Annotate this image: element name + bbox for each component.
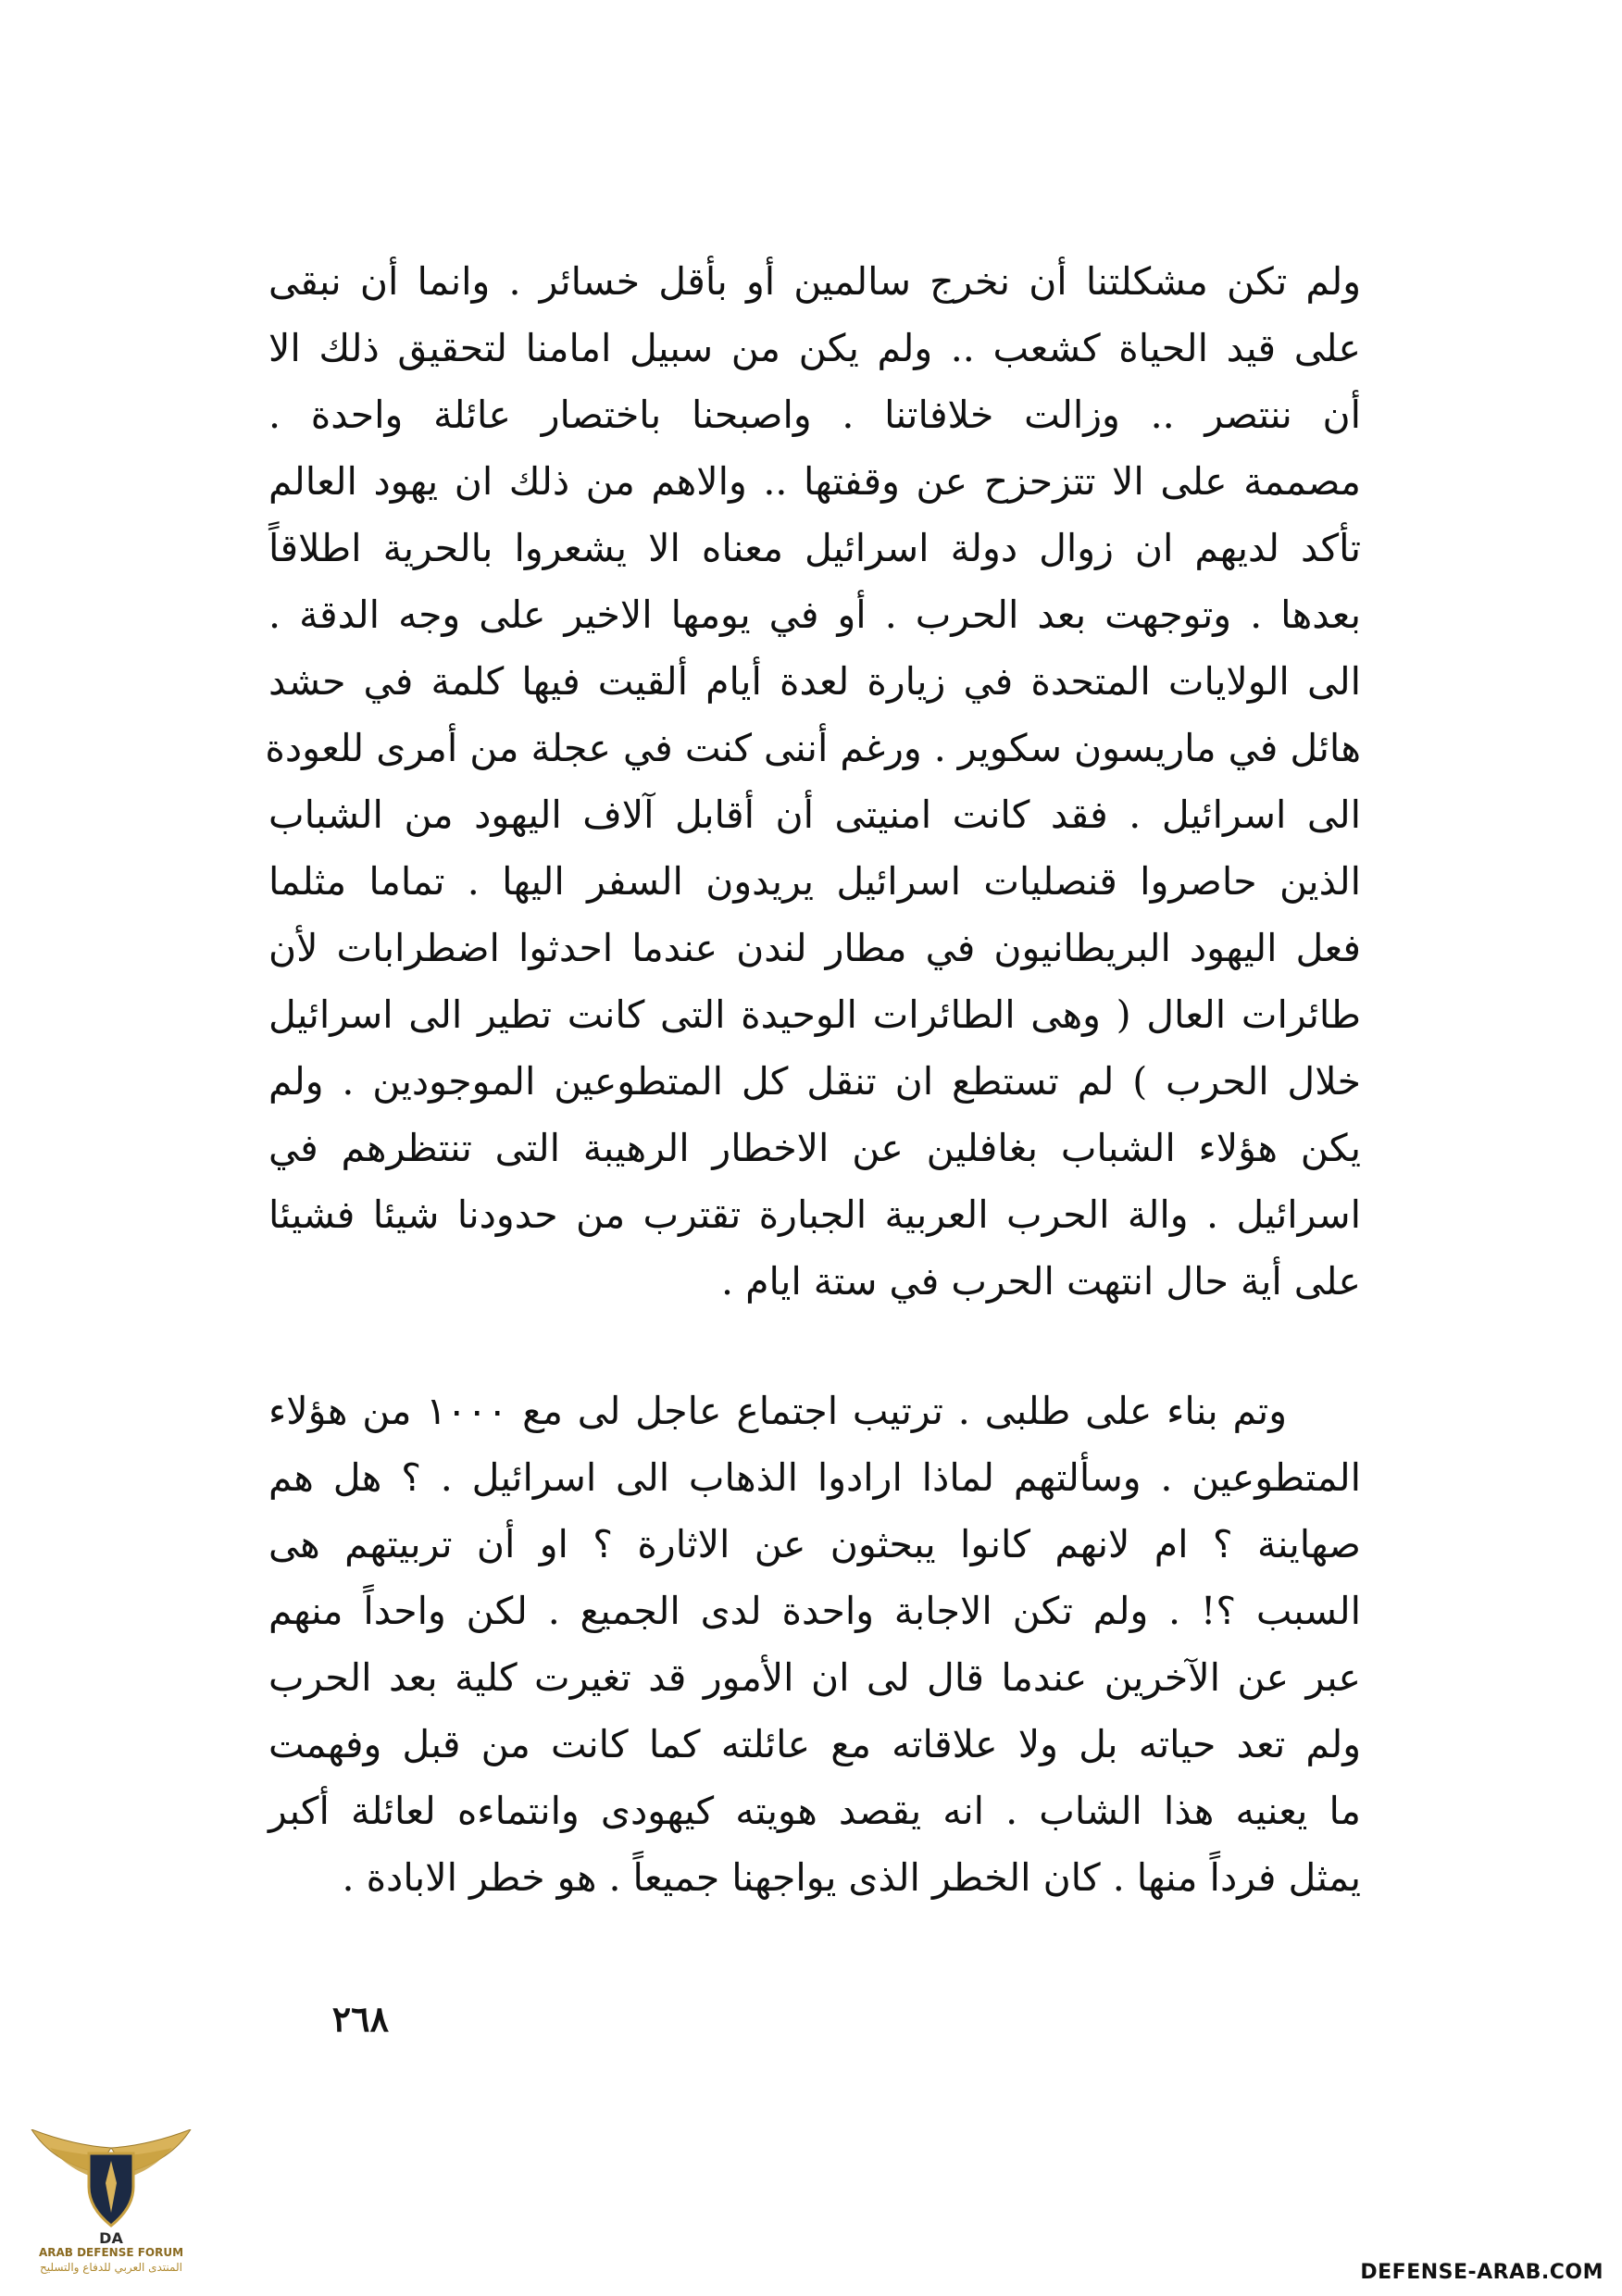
site-url-watermark: DEFENSE-ARAB.COM	[1360, 2261, 1603, 2284]
paragraph-line: يكن هؤلاء الشباب بغافلين عن الاخطار الرهيبة التى تنتظرهم في	[268, 1126, 1361, 1170]
paragraph-line: هائل في ماريسون سكوير . ورغم أننى كنت في عجلة من أمرى للعودة	[265, 726, 1361, 770]
paragraph-line: الى اسرائيل . فقد كانت امنيتى أن أقابل آلاف اليهود من الشباب	[268, 792, 1361, 837]
paragraph-2	[268, 1378, 1361, 1911]
paragraph-line: يمثل فرداً منها . كان الخطر الذى يواجهنا جميعاً . هو خطر الابادة .	[342, 1855, 1361, 1900]
paragraph-line: الذين حاصروا قنصليات اسرائيل يريدون السفر اليها . تماما مثلما	[268, 859, 1361, 904]
paragraph-1	[265, 248, 1361, 1315]
paragraph-line: مصممة على الا تتزحزح عن وقفتها .. والاهم من ذلك ان يهود العالم	[268, 459, 1361, 504]
logo-name-ar: المنتدى العربي للدفاع والتسليح	[40, 2261, 182, 2274]
winged-shield-icon	[28, 2129, 194, 2231]
paragraph-line: الى الولايات المتحدة في زيارة لعدة أيام ألقيت فيها كلمة في حشد	[268, 659, 1361, 704]
paragraph-line: ولم تعد حياته بل ولا علاقاته مع عائلته كما كانت من قبل وفهمت	[268, 1722, 1361, 1766]
paragraph-line: اسرائيل . والة الحرب العربية الجبارة تقترب من حدودنا شيئا فشيئا	[268, 1192, 1361, 1237]
paragraph-line: السبب ؟! . ولم تكن الاجابة واحدة لدى الجميع . لكن واحداً منهم	[268, 1589, 1361, 1633]
paragraph-line: أن ننتصر .. وزالت خلافاتنا . واصبحنا باختصار عائلة واحدة .	[268, 393, 1361, 437]
paragraph-line: طائرات العال ( وهى الطائرات الوحيدة التى كانت تطير الى اسرائيل	[268, 992, 1361, 1037]
paragraph-line: عبر عن الآخرين عندما قال لى ان الأمور قد تغيرت كلية بعد الحرب	[268, 1655, 1361, 1700]
forum-logo	[28, 2129, 194, 2282]
paragraph-line: وتم بناء على طلبى . ترتيب اجتماع عاجل لى مع ١٠٠٠ من هؤلاء	[268, 1389, 1287, 1433]
logo-abbreviation: DA	[99, 2229, 123, 2247]
logo-name-en: ARAB DEFENSE FORUM	[38, 2246, 184, 2259]
paragraph-line: فعل اليهود البريطانيون في مطار لندن عندما احدثوا اضطرابات لأن	[268, 926, 1361, 970]
paragraph-line: المتطوعين . وسألتهم لماذا ارادوا الذهاب الى اسرائيل . ؟ هل هم	[268, 1455, 1361, 1500]
page-number: ٢٦٨	[331, 1998, 389, 2040]
paragraph-line: بعدها . وتوجهت بعد الحرب . أو في يومها الاخير على وجه الدقة .	[268, 593, 1361, 637]
paragraph-line: تأكد لديهم ان زوال دولة اسرائيل معناه الا يشعروا بالحرية اطلاقاً	[268, 526, 1361, 570]
paragraph-line: على قيد الحياة كشعب .. ولم يكن من سبيل امامنا لتحقيق ذلك الا	[268, 326, 1361, 370]
paragraph-line: صهاينة ؟ ام لانهم كانوا يبحثون عن الاثارة ؟ او أن تربيتهم هى	[268, 1522, 1361, 1566]
paragraph-line: خلال الحرب ) لم تستطع ان تنقل كل المتطوعين الموجودين . ولم	[268, 1059, 1361, 1104]
paragraph-line: ولم تكن مشكلتنا أن نخرج سالمين أو بأقل خسائر . وانما أن نبقى	[268, 259, 1361, 304]
paragraph-line: على أية حال انتهت الحرب في ستة ايام .	[721, 1259, 1361, 1304]
paragraph-line: ما يعنيه هذا الشاب . انه يقصد هويته كيهودى وانتماءه لعائلة أكبر	[268, 1789, 1361, 1833]
